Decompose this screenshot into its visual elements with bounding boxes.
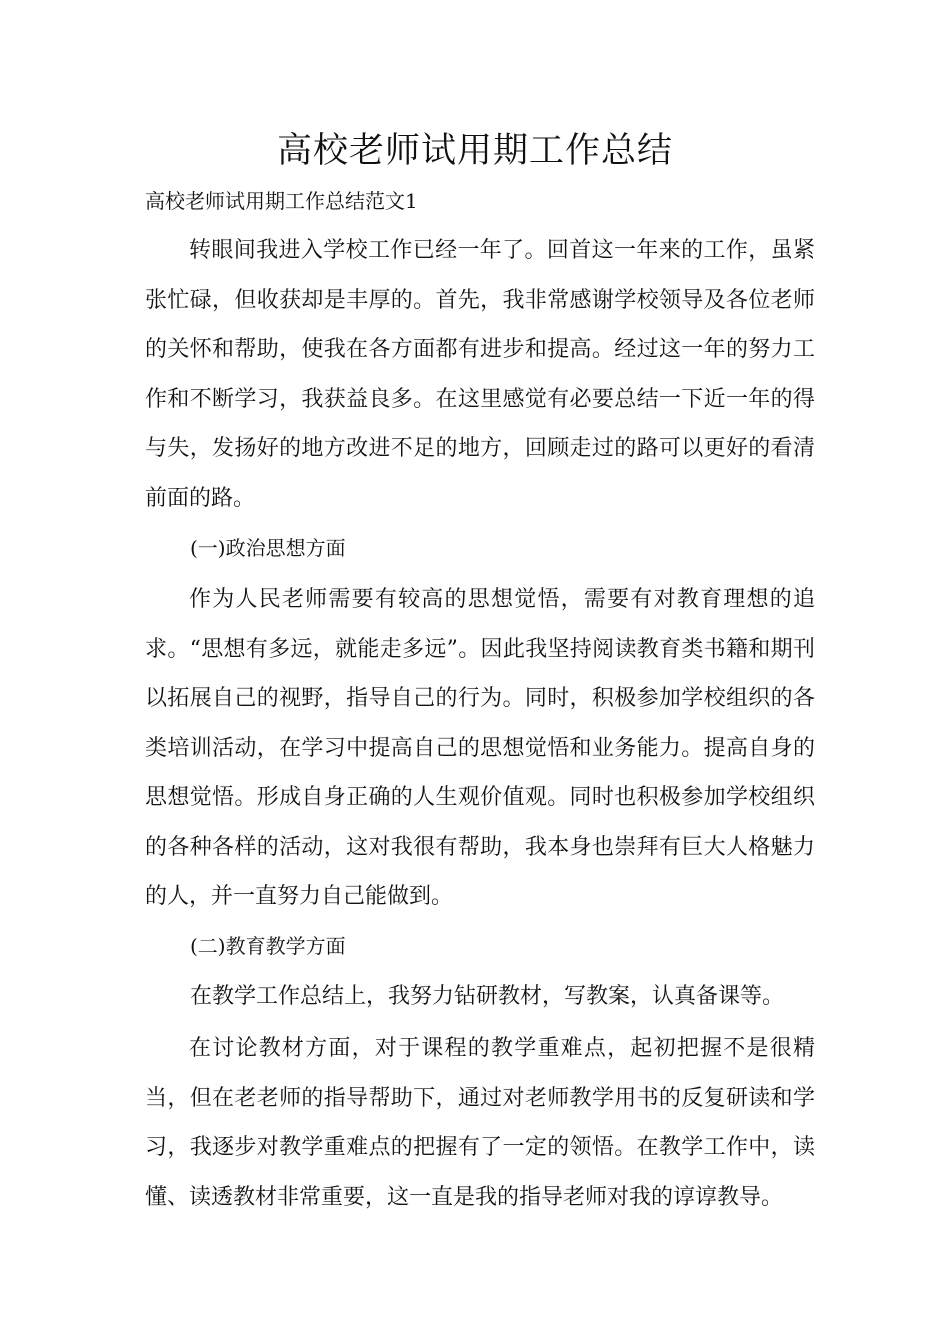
paragraph-teaching-intro: 在教学工作总结上，我努力钻研教材，写教案，认真备课等。 [190, 984, 785, 1009]
paragraph-intro: 转眼间我进入学校工作已经一年了。回首这一年来的工作，虽紧张忙碌，但收获却是丰厚的。首先，我非常感谢学校领导及各位老师的关怀和帮助，使我在各方面都有进步和提高。经过这一年的努力工作和不断学习，我获益良多。在这里感觉有必要总结一下近一年的得与失，发扬好的地方改进不足的地方，回顾走过的路可以更好的看清前面的路。 [145, 238, 815, 511]
paragraph-political: 作为人民老师需要有较高的思想觉悟，需要有对教育理想的追求。“思想有多远，就能走多远”。因此我坚持阅读教育类书籍和期刊以拓展自己的视野，指导自己的行为。同时，积极参加学校组织的各类培训活动，在学习中提高自己的思想觉悟和业务能力。提高自身的思想觉悟。形成自身正确的人生观价值观。同时也积极参加学校组织的各种各样的活动，这对我很有帮助，我本身也崇拜有巨大人格魅力的人，并一直努力自己能做到。 [145, 587, 815, 909]
section-heading-political: (一)政治思想方面 [190, 536, 346, 560]
paragraph-teaching-materials: 在讨论教材方面，对于课程的教学重难点，起初把握不是很精当，但在老老师的指导帮助下，通过对老师教学用书的反复研读和学习，我逐步对教学重难点的把握有了一定的领悟。在教学工作中，读懂、读透教材非常重要，这一直是我的指导老师对我的谆谆教导。 [145, 1036, 815, 1210]
document-subtitle: 高校老师试用期工作总结范文1 [145, 189, 418, 213]
section-heading-teaching: (二)教育教学方面 [190, 934, 346, 958]
document-title: 高校老师试用期工作总结 [276, 131, 673, 171]
